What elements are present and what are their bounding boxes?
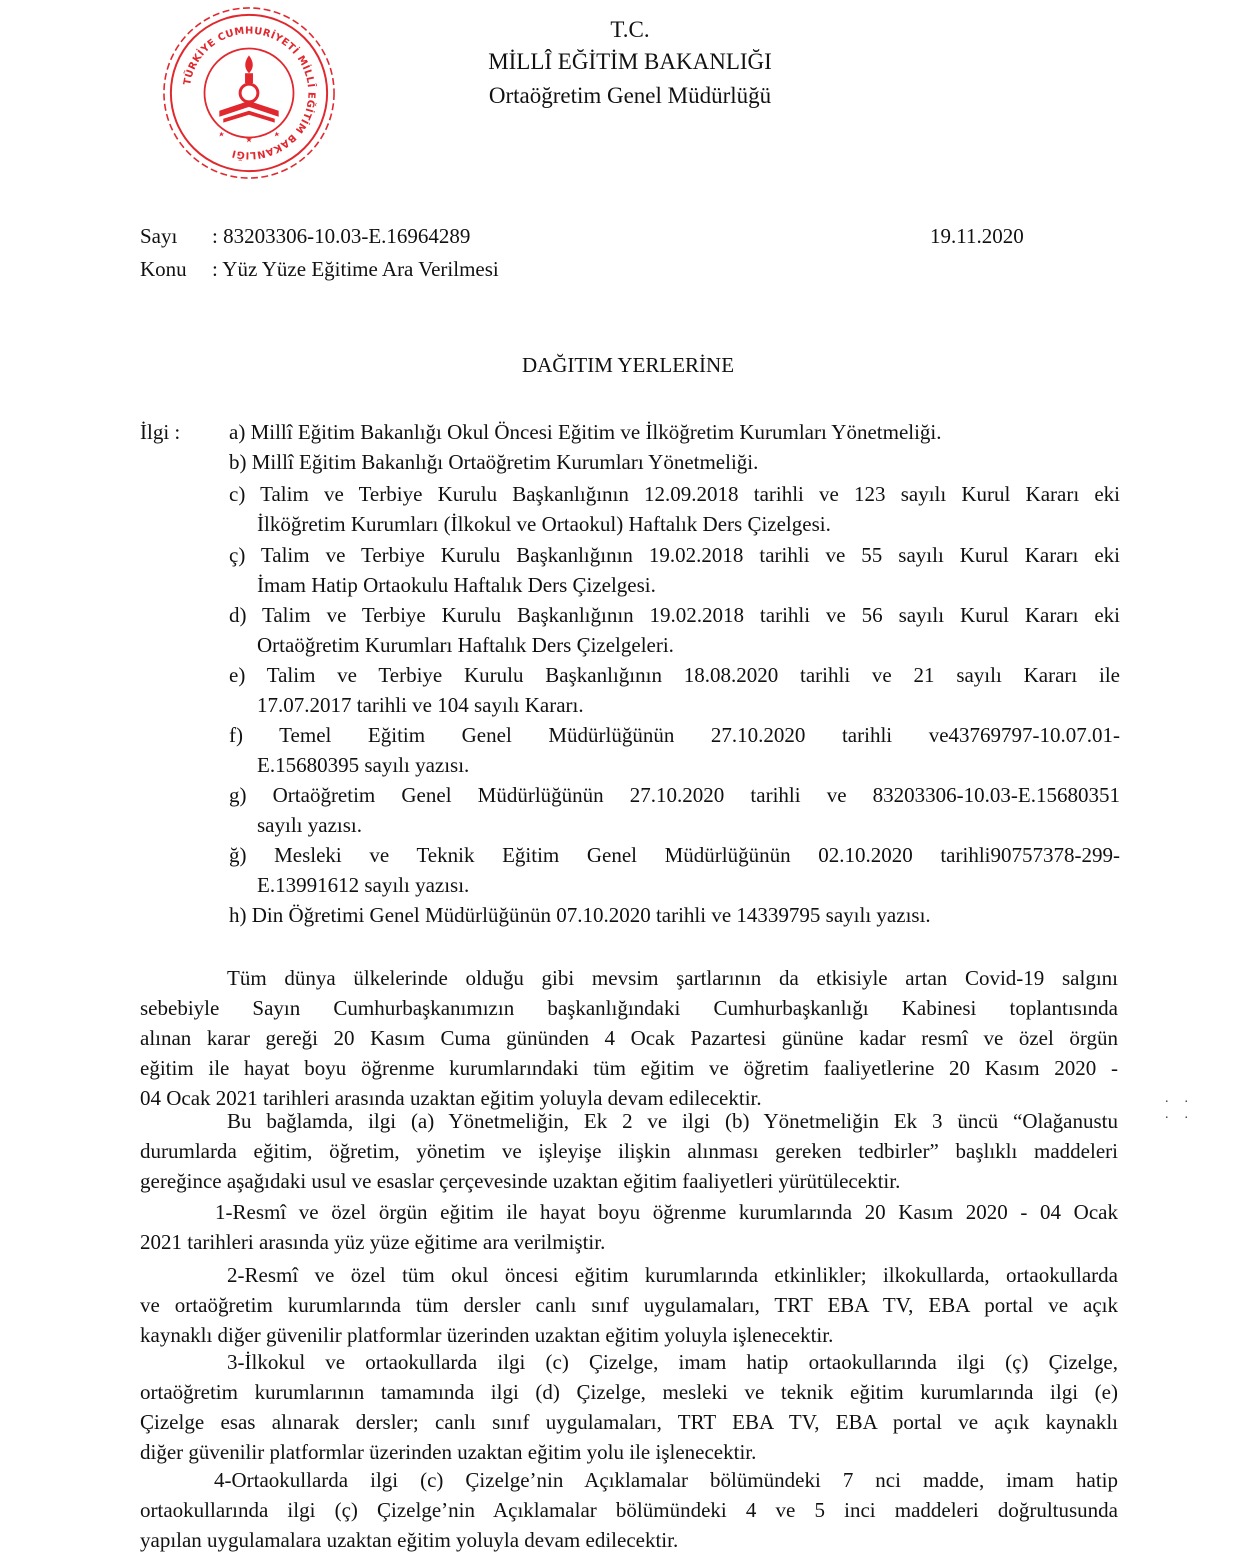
reference-line: g) Ortaöğretim Genel Müdürlüğünün 27.10.2020 tarihli ve 83203306-10.03-E.15680351 [229,783,1120,807]
paragraph-line: 2-Resmî ve özel tüm okul öncesi eğitim kurumlarında etkinlikler; ilkokullarda, ortaokullarda [227,1263,1118,1287]
addressee: DAĞITIM YERLERİNE [521,353,735,377]
reference-line: c) Talim ve Terbiye Kurulu Başkanlığının 12.09.2018 tarihli ve 123 sayılı Kurul Kararı eki [229,482,1120,506]
sayi-label: Sayı [140,224,178,248]
paragraph-line: sebebiyle Sayın Cumhurbaşkanımızın başkanlığındaki Cumhurbaşkanlığı Kabinesi toplantısında [140,996,1118,1020]
paragraph-line: alınan karar gereği 20 Kasım Cuma gününden 4 Ocak Pazartesi gününe kadar resmî ve özel örgün [140,1026,1118,1050]
paragraph-line: kaynaklı diğer güvenilir platformlar üzerinden uzaktan eğitim yoluyla işlenecektir. [140,1323,834,1347]
body-paragraph [140,963,1118,1113]
reference-continuation: E.13991612 sayılı yazısı. [257,873,470,897]
header-ministry: MİLLÎ EĞİTİM BAKANLIĞI [488,49,772,74]
reference-item [229,720,1120,780]
reference-item [229,417,1120,447]
body-paragraph [140,1465,1118,1555]
paragraph-line: ortaokullarında ilgi (ç) Çizelge’nin Açıklamalar bölümündeki 4 ve 5 inci maddeleri doğrultusunda [140,1498,1118,1522]
meta-konu [140,254,499,284]
reference-item [229,447,1120,477]
ilgi-label: İlgi : [140,420,181,444]
paragraph-line: 1-Resmî ve özel örgün eğitim ile hayat boyu öğrenme kurumlarında 20 Kasım 2020 - 04 Ocak [215,1200,1118,1224]
konu-value: : Yüz Yüze Eğitime Ara Verilmesi [212,257,499,281]
reference-item [229,479,1120,539]
header-tc: T.C. [610,17,650,42]
reference-line: d) Talim ve Terbiye Kurulu Başkanlığının 19.02.2018 tarihli ve 56 sayılı Kurul Kararı eki [229,603,1120,627]
konu-label: Konu [140,257,187,281]
reference-continuation: sayılı yazısı. [257,813,362,837]
paragraph-line: eğitim ile hayat boyu öğrenme kurumlarındaki tüm eğitim ve öğretim faaliyetlerine 20 Kasım 2020 - [140,1056,1118,1080]
svg-text:TÜRKİYE CUMHURİYETİ MİLLÎ EĞİT: TÜRKİYE CUMHURİYETİ MİLLÎ EĞİTİM BAKANLIĞI [182,25,317,161]
reference-item [229,840,1120,900]
reference-line: e) Talim ve Terbiye Kurulu Başkanlığının 18.08.2020 tarihli ve 21 sayılı Kararı ile [229,663,1120,687]
reference-line: f) Temel Eğitim Genel Müdürlüğünün 27.10.2020 tarihli ve43769797-10.07.01- [229,723,1120,747]
reference-line: b) Millî Eğitim Bakanlığı Ortaöğretim Kurumları Yönetmeliği. [229,450,759,474]
body-paragraph [140,1197,1118,1257]
header-department: Ortaöğretim Genel Müdürlüğü [488,83,772,108]
body-paragraph [140,1347,1118,1467]
reference-continuation: İlköğretim Kurumları (İlkokul ve Ortaokul) Haftalık Ders Çizelgesi. [257,512,831,536]
body-paragraph [140,1106,1118,1196]
paragraph-line: Çizelge esas alınarak dersler; canlı sınıf uygulamaları, TRT EBA TV, EBA portal ve açık kaynaklı [140,1410,1118,1434]
paragraph-line: durumlarda eğitim, öğretim, yönetim ve işleyişe ilişkin alınması gereken tedbirler” başlıklı maddeleri [140,1139,1118,1163]
paragraph-line: Tüm dünya ülkelerinde olduğu gibi mevsim şartlarının da etkisiyle artan Covid-19 salgını [227,966,1118,990]
meta-sayi [140,221,470,251]
reference-item [229,600,1120,660]
paragraph-line: ortaöğretim kurumlarının tamamında ilgi (d) Çizelge, mesleki ve teknik eğitim kurumlarında ilgi (e) [140,1380,1118,1404]
sayi-value: : 83203306-10.03-E.16964289 [212,224,471,248]
paragraph-line: gereğince aşağıdaki usul ve esaslar çerçevesinde uzaktan eğitim faaliyetleri yürütülecektir. [140,1169,901,1193]
ministry-seal-logo [160,4,338,182]
reference-line: h) Din Öğretimi Genel Müdürlüğünün 07.10.2020 tarihli ve 14339795 sayılı yazısı. [229,903,931,927]
paragraph-line: diğer güvenilir platformlar üzerinden uzaktan eğitim yolu ile işlenecektir. [140,1440,757,1464]
paragraph-line: 4-Ortaokullarda ilgi (c) Çizelge’nin Açıklamalar bölümündeki 7 nci madde, imam hatip [214,1468,1118,1492]
reference-continuation: E.15680395 sayılı yazısı. [257,753,470,777]
paragraph-line: Bu bağlamda, ilgi (a) Yönetmeliğin, Ek 2 ve ilgi (b) Yönetmeliğin Ek 3 üncü “Olağanustu [227,1109,1118,1133]
paragraph-line: 3-İlkokul ve ortaokullarda ilgi (c) Çizelge, imam hatip ortaokullarında ilgi (ç) Çizelge, [227,1350,1118,1374]
paragraph-line: 04 Ocak 2021 tarihleri arasında uzaktan eğitim yoluyla devam edilecektir. [140,1086,762,1110]
paragraph-line: yapılan uygulamalara uzaktan eğitim yoluyla devam edilecektir. [140,1528,679,1552]
reference-line: a) Millî Eğitim Bakanlığı Okul Öncesi Eğitim ve İlköğretim Kurumları Yönetmeliği. [229,420,942,444]
paragraph-line: 2021 tarihleri arasında yüz yüze eğitime ara verilmiştir. [140,1230,606,1254]
reference-line: ğ) Mesleki ve Teknik Eğitim Genel Müdürlüğünün 02.10.2020 tarihli90757378-299- [229,843,1120,867]
reference-item [229,540,1120,600]
margin-marks: .. .. [1165,1091,1204,1122]
body-paragraph [140,1260,1118,1350]
reference-item [229,660,1120,720]
reference-item [229,780,1120,840]
reference-item [229,900,1120,930]
document-date: 19.11.2020 [930,224,1024,248]
paragraph-line: ve ortaöğretim kurumlarında tüm dersler canlı sınıf uygulamaları, TRT EBA TV, EBA portal ve açık [140,1293,1118,1317]
reference-continuation: İmam Hatip Ortaokulu Haftalık Ders Çizelgesi. [257,573,656,597]
reference-line: ç) Talim ve Terbiye Kurulu Başkanlığının 19.02.2018 tarihli ve 55 sayılı Kurul Kararı eki [229,543,1120,567]
reference-continuation: Ortaöğretim Kurumları Haftalık Ders Çizelgeleri. [257,633,674,657]
reference-continuation: 17.07.2017 tarihli ve 104 sayılı Kararı. [257,693,584,717]
